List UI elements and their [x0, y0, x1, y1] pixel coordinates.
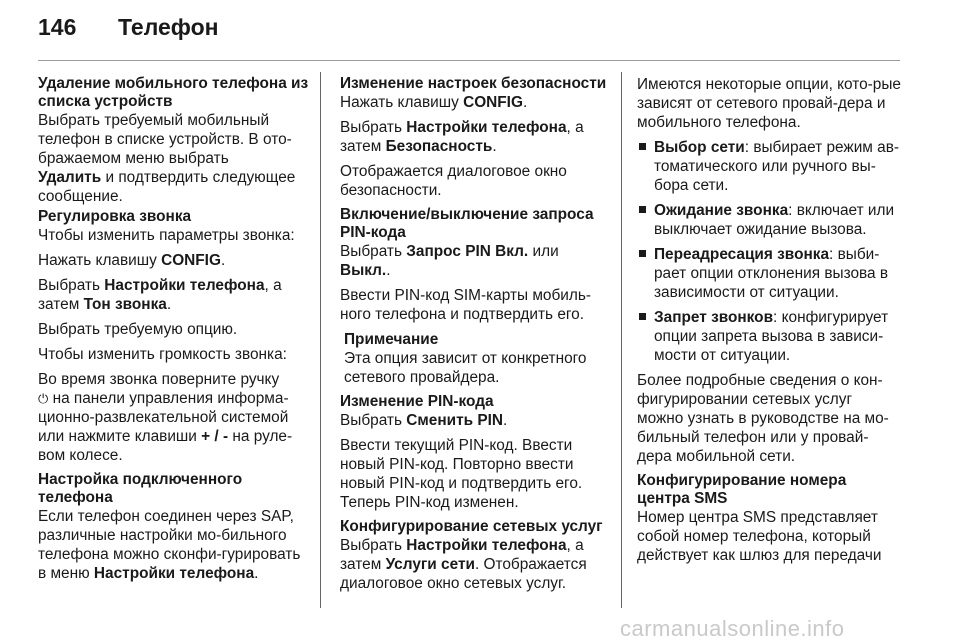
paragraph: [340, 242, 608, 280]
paragraph: Чтобы изменить громкость звонка:: [38, 346, 287, 363]
paragraph: Ввести PIN-код SIM-карты мобиль-ного телефона и подтвердить его.: [340, 287, 592, 323]
text: Выбрать: [340, 119, 407, 136]
key-ref: CONFIG: [463, 94, 523, 111]
menu-item-ref: Тон звонка: [83, 296, 167, 313]
paragraph: [38, 276, 310, 314]
menu-item-ref: Настройки телефона: [93, 565, 255, 582]
column-1: [38, 75, 310, 589]
power-knob-icon: ⏻: [38, 391, 49, 406]
paragraph: Более подробные сведения о кон-фигурировании сетевых услуг можно узнать в руководстве на мо-бильный телефон или у провай-дера мобильной сети.: [637, 372, 889, 465]
section-title: Изменение настроек безопасности: [340, 75, 607, 92]
menu-item-ref: Безопасность: [385, 138, 493, 155]
paragraph: [340, 411, 608, 430]
menu-item-ref: Сменить PIN: [406, 412, 504, 429]
menu-item-ref: Запрос PIN Вкл.: [406, 243, 529, 260]
list-item: [637, 138, 902, 195]
paragraph: Отображается диалоговое окно безопасности.: [340, 163, 567, 199]
text: Выбрать: [38, 277, 105, 294]
section-title: Настройка подключенного телефона: [38, 471, 243, 506]
option-name: Запрет звонков: [654, 309, 774, 326]
text: , а затем: [340, 537, 584, 573]
list-item: [637, 308, 902, 365]
paragraph: [340, 536, 608, 593]
bullet-square-icon: [639, 206, 646, 213]
paragraph: [38, 111, 310, 206]
menu-item-ref: Настройки телефона: [406, 537, 567, 554]
page-number: 146: [38, 14, 77, 40]
text: .: [220, 252, 226, 269]
section-title: Конфигурирование номера центра SMS: [637, 472, 847, 507]
watermark: carmanualsonline.info: [620, 616, 845, 641]
option-desc: : выби-рает опции отклонения вызова в зависимости от ситуации.: [654, 246, 889, 301]
text: .: [522, 94, 528, 111]
paragraph: [340, 93, 608, 112]
option-name: Переадресация звонка: [654, 246, 830, 263]
option-desc: : конфигурирует опции запрета вызова в зависи-мости от ситуации.: [654, 309, 889, 364]
section-title: Включение/выключение запроса PIN-кода: [340, 206, 594, 241]
list-item: [637, 245, 902, 302]
bullet-square-icon: [639, 313, 646, 320]
option-list: [637, 138, 902, 365]
page-title: Телефон: [118, 14, 219, 40]
paragraph: Ввести текущий PIN-код. Ввести новый PIN-код. Повторно ввести новый PIN-код и подтвердить его. Теперь PIN-код изменен.: [340, 437, 583, 511]
text: .: [386, 262, 391, 279]
text: Если телефон соединен через SAP, различные настройки мо-бильного телефона можно сконфи-гурировать в меню: [38, 508, 301, 582]
text: Во время звонка поверните ручку: [38, 371, 280, 388]
option-desc: : выбирает режим ав-томатического или ручного вы-бора сети.: [654, 139, 900, 194]
paragraph: Выбрать требуемую опцию.: [38, 321, 238, 338]
text: .: [492, 138, 497, 155]
menu-item-ref: Настройки телефона: [104, 277, 265, 294]
text: .: [503, 412, 508, 429]
text: Выбрать: [340, 412, 407, 429]
text: .: [166, 296, 172, 313]
text: Выбрать требуемый мобильный телефон в списке устройств. В ото-бражаемом меню выбрать: [38, 112, 292, 167]
column-2: [340, 75, 608, 599]
column-3: [637, 75, 902, 571]
text: Выбрать: [340, 537, 407, 554]
paragraph: [38, 507, 310, 583]
text: на панели управления информа-ционно-развлекательной системой или нажмите клавиши: [38, 390, 289, 445]
key-ref: CONFIG: [161, 252, 221, 269]
option-name: Выбор сети: [654, 139, 745, 156]
list-item: [637, 201, 902, 239]
key-ref: + / -: [201, 428, 229, 445]
note-body: Эта опция зависит от конкретного сетевого провайдера.: [344, 350, 587, 386]
section-title: Изменение PIN-кода: [340, 393, 494, 410]
paragraph: Номер центра SMS представляет собой номер телефона, который действует как шлюз для передачи: [637, 509, 882, 564]
option-desc: : включает или выключает ожидание вызова.: [654, 202, 895, 238]
column-divider: [621, 72, 622, 608]
section-title: Регулировка звонка: [38, 208, 192, 225]
note-box: [340, 330, 608, 387]
text: или: [528, 243, 559, 260]
paragraph: Чтобы изменить параметры звонка:: [38, 227, 295, 244]
text: , а затем: [340, 119, 584, 155]
note-title: Примечание: [344, 331, 439, 348]
option-name: Ожидание звонка: [654, 202, 789, 219]
page-header: [38, 14, 219, 41]
bullet-square-icon: [639, 250, 646, 257]
menu-item-ref: Удалить: [38, 169, 102, 186]
column-divider: [320, 72, 321, 608]
menu-item-ref: Услуги сети: [385, 556, 475, 573]
paragraph: [38, 251, 310, 270]
text: Нажать клавишу: [340, 94, 464, 111]
paragraph: Имеются некоторые опции, кото-рые зависят от сетевого провай-дера и мобильного телефона.: [637, 76, 901, 131]
text: . Отображается диалоговое окно сетевых услуг.: [340, 556, 587, 592]
text: и подтвердить следующее сообщение.: [38, 169, 296, 205]
text: .: [254, 565, 259, 582]
menu-item-ref: Выкл.: [340, 262, 387, 279]
section-title: Конфигурирование сетевых услуг: [340, 518, 603, 535]
paragraph: [340, 118, 608, 156]
menu-item-ref: Настройки телефона: [406, 119, 567, 136]
paragraph: [38, 370, 310, 465]
text: Нажать клавишу: [38, 252, 162, 269]
text: на руле-вом колесе.: [38, 428, 293, 464]
section-title: Удаление мобильного телефона из списка устройств: [38, 75, 309, 110]
header-rule: [38, 60, 900, 61]
text: , а затем: [38, 277, 282, 313]
bullet-square-icon: [639, 143, 646, 150]
text: Выбрать: [340, 243, 407, 260]
